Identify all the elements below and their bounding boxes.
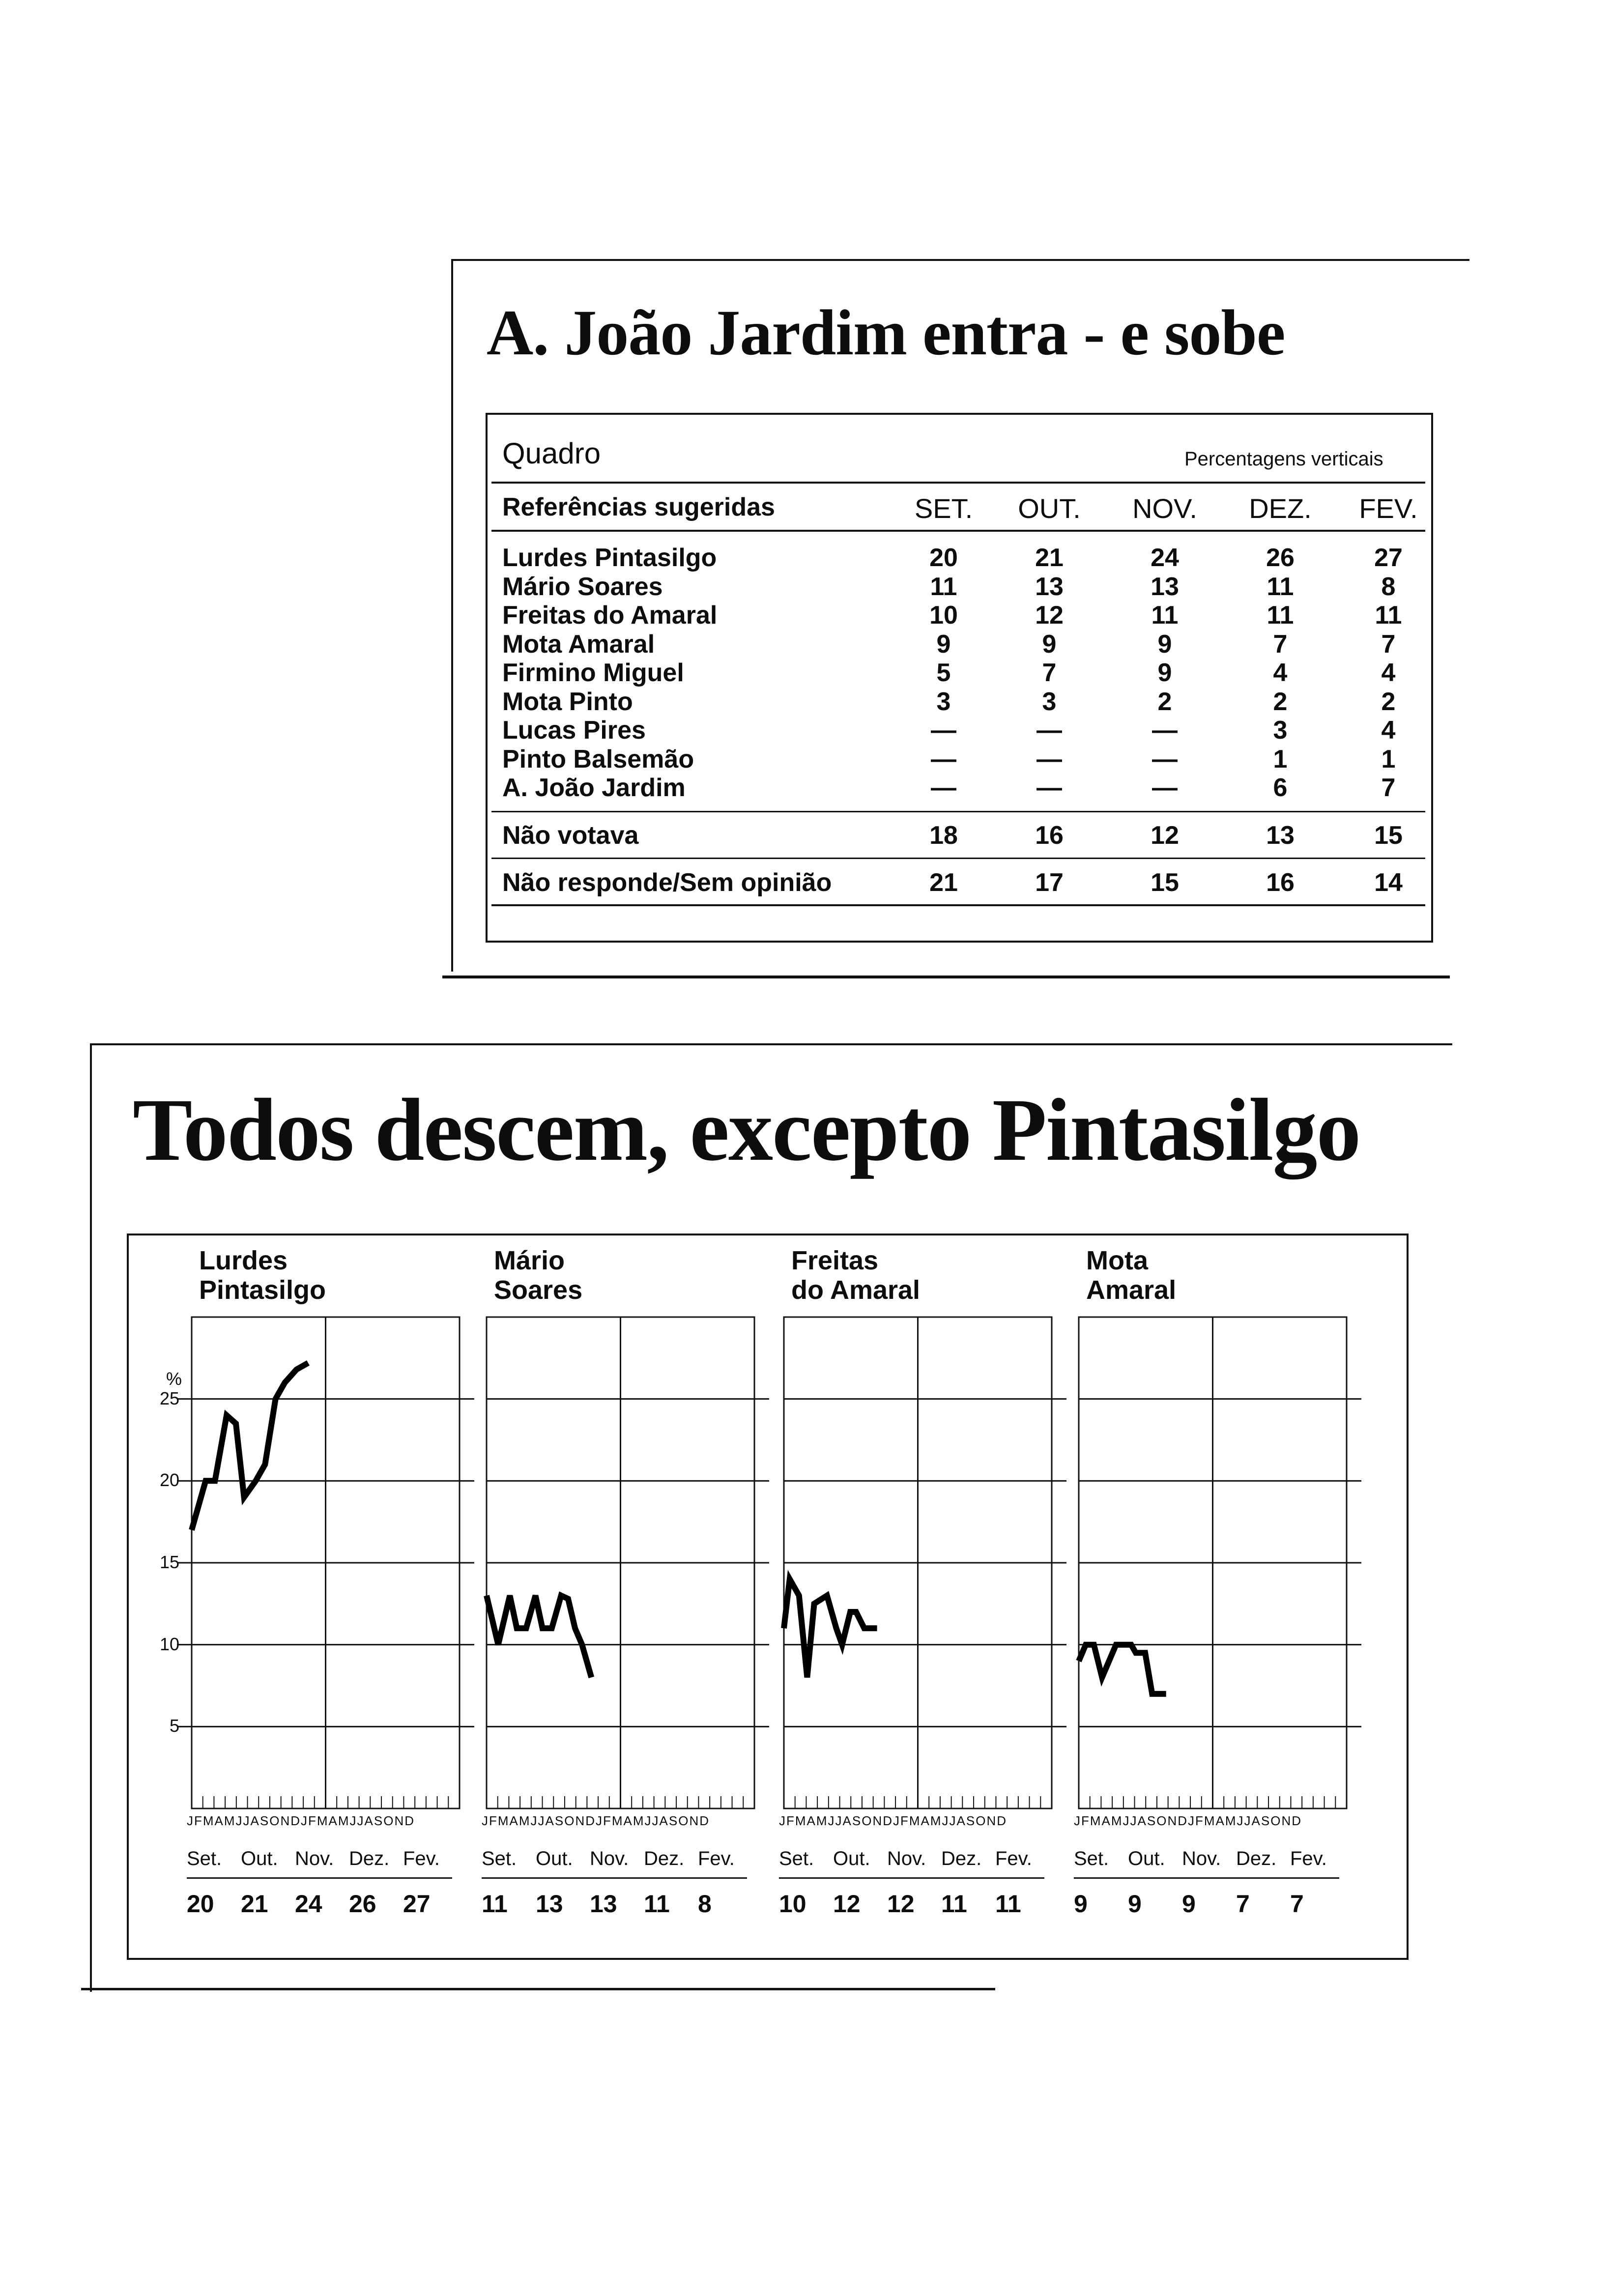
footer-row-value: 14 bbox=[1374, 868, 1403, 897]
chart-footer-labels bbox=[187, 1848, 457, 1870]
chart-title-line: Soares bbox=[494, 1275, 583, 1305]
row-value: — bbox=[1152, 745, 1178, 774]
charts-title: Todos descem, excepto Pintasilgo bbox=[133, 1081, 1360, 1179]
row-value: 1 bbox=[1381, 745, 1396, 774]
row-value: 20 bbox=[929, 544, 958, 572]
footer-row-value: 16 bbox=[1035, 821, 1064, 850]
footer-month-label: Out. bbox=[536, 1848, 573, 1869]
row-value: 3 bbox=[1042, 687, 1057, 716]
row-value: — bbox=[1036, 745, 1062, 774]
row-value: 10 bbox=[929, 601, 958, 630]
footer-month-label: Set. bbox=[187, 1848, 222, 1869]
chart-footer-values bbox=[1074, 1890, 1344, 1918]
footer-value: 11 bbox=[644, 1890, 670, 1918]
footer-row-value: 18 bbox=[929, 821, 958, 850]
top-rule bbox=[452, 259, 1469, 261]
row-value: — bbox=[931, 745, 956, 774]
y-tick-label: 25 bbox=[159, 1388, 179, 1408]
row-value: 6 bbox=[1273, 774, 1288, 802]
chart-footer-values bbox=[187, 1890, 457, 1918]
table-box-title: Quadro bbox=[502, 437, 601, 470]
footer-value: 9 bbox=[1074, 1890, 1088, 1918]
footer-row-value: 15 bbox=[1151, 868, 1179, 897]
footer-row-value: 21 bbox=[929, 868, 958, 897]
left-rule bbox=[451, 259, 453, 972]
footer-row-name: Não responde/Sem opinião bbox=[502, 868, 832, 897]
footer-row-value: 15 bbox=[1374, 821, 1403, 850]
footer-month-label: Set. bbox=[1074, 1848, 1109, 1869]
bottom-rule bbox=[442, 976, 1450, 978]
header-month: SET. bbox=[914, 493, 973, 524]
chart-footer-values bbox=[779, 1890, 1049, 1918]
row-value: 9 bbox=[1042, 630, 1057, 659]
chart-title-line: Freitas bbox=[791, 1246, 879, 1275]
row-value: 13 bbox=[1035, 572, 1064, 601]
footer-month-label: Out. bbox=[1128, 1848, 1165, 1869]
month-axis-labels: JFMAMJJASONDJFMAMJJASOND bbox=[187, 1813, 415, 1828]
row-name: Lucas Pires bbox=[502, 716, 646, 745]
row-name: Mota Amaral bbox=[502, 630, 655, 659]
footer-row-value: 12 bbox=[1151, 821, 1179, 850]
chart-plot bbox=[769, 1312, 1066, 1833]
y-tick-label: 20 bbox=[159, 1470, 179, 1491]
footer-value: 24 bbox=[295, 1890, 322, 1918]
row-name: Lurdes Pintasilgo bbox=[502, 544, 717, 572]
row-value: 11 bbox=[1267, 601, 1294, 630]
footer-month-label: Dez. bbox=[941, 1848, 982, 1869]
row-value: 2 bbox=[1273, 687, 1288, 716]
header-label: Referências sugeridas bbox=[502, 493, 775, 521]
row-value: 7 bbox=[1042, 659, 1057, 687]
chart-title bbox=[494, 1246, 582, 1305]
row-value: — bbox=[1036, 774, 1062, 802]
footer-row-name: Não votava bbox=[502, 821, 639, 850]
footer-value: 20 bbox=[187, 1890, 214, 1918]
footer-value: 11 bbox=[995, 1890, 1021, 1918]
month-axis-labels: JFMAMJJASONDJFMAMJJASOND bbox=[482, 1813, 710, 1828]
footer-row-value: 17 bbox=[1035, 868, 1064, 897]
row-name: Pinto Balsemão bbox=[502, 745, 694, 774]
y-tick-label: 15 bbox=[159, 1552, 179, 1572]
row-name: Freitas do Amaral bbox=[502, 601, 718, 630]
footer-value: 9 bbox=[1128, 1890, 1142, 1918]
series-line bbox=[192, 1363, 308, 1530]
month-axis-labels: JFMAMJJASONDJFMAMJJASOND bbox=[1074, 1813, 1302, 1828]
row-value: 11 bbox=[1151, 601, 1179, 630]
series-line bbox=[1079, 1645, 1166, 1694]
chart-footer-labels bbox=[482, 1848, 752, 1870]
footer-value: 27 bbox=[403, 1890, 431, 1918]
footer-month-label: Nov. bbox=[1182, 1848, 1221, 1869]
footer-value: 13 bbox=[590, 1890, 617, 1918]
row-value: 4 bbox=[1273, 659, 1288, 687]
footer-rule-2 bbox=[491, 904, 1425, 906]
row-value: — bbox=[1152, 716, 1178, 745]
footer-month-label: Fev. bbox=[995, 1848, 1032, 1869]
footer-value: 7 bbox=[1290, 1890, 1304, 1918]
row-value: 9 bbox=[1157, 659, 1172, 687]
footer-month-label: Dez. bbox=[349, 1848, 390, 1869]
article-title: A. João Jardim entra - e sobe bbox=[487, 296, 1285, 369]
row-value: — bbox=[1036, 716, 1062, 745]
header-month: OUT. bbox=[1018, 493, 1081, 524]
row-value: — bbox=[931, 716, 956, 745]
row-value: 5 bbox=[936, 659, 951, 687]
footer-month-label: Nov. bbox=[590, 1848, 629, 1869]
row-value: 13 bbox=[1151, 572, 1179, 601]
footer-row-value: 16 bbox=[1266, 868, 1295, 897]
series-line bbox=[784, 1579, 877, 1677]
footer-month-label: Out. bbox=[241, 1848, 278, 1869]
footer-value: 12 bbox=[833, 1890, 861, 1918]
row-value: 4 bbox=[1381, 716, 1396, 745]
footer-value: 12 bbox=[887, 1890, 915, 1918]
table-note: Percentagens verticais bbox=[1184, 448, 1383, 470]
footer-value: 13 bbox=[536, 1890, 563, 1918]
row-value: 7 bbox=[1381, 630, 1396, 659]
header-rule-top bbox=[491, 482, 1425, 484]
chart-title-line: Lurdes bbox=[199, 1246, 288, 1275]
footer-value: 11 bbox=[941, 1890, 967, 1918]
series-line bbox=[487, 1596, 591, 1678]
row-value: 3 bbox=[1273, 716, 1288, 745]
footer-underline bbox=[187, 1877, 452, 1879]
footer-rule-1 bbox=[491, 858, 1425, 859]
row-value: 2 bbox=[1157, 687, 1172, 716]
footer-value: 21 bbox=[241, 1890, 268, 1918]
row-value: 24 bbox=[1151, 544, 1179, 572]
row-value: 9 bbox=[936, 630, 951, 659]
header-rule-bottom bbox=[491, 530, 1425, 532]
row-value: — bbox=[931, 774, 956, 802]
header-month: FEV. bbox=[1359, 493, 1418, 524]
row-value: 2 bbox=[1381, 687, 1396, 716]
footer-month-label: Nov. bbox=[295, 1848, 334, 1869]
footer-month-label: Set. bbox=[779, 1848, 814, 1869]
chart-title-line: Mário bbox=[494, 1246, 565, 1275]
footer-underline bbox=[779, 1877, 1044, 1879]
row-value: 21 bbox=[1035, 544, 1064, 572]
footer-month-label: Fev. bbox=[698, 1848, 735, 1869]
chart-title-line: Amaral bbox=[1086, 1275, 1177, 1305]
row-name: A. João Jardim bbox=[502, 774, 686, 802]
chart-footer-labels bbox=[779, 1848, 1049, 1870]
y-unit-label: % bbox=[166, 1369, 182, 1389]
row-value: 4 bbox=[1381, 659, 1396, 687]
y-tick-label: 5 bbox=[169, 1716, 179, 1736]
row-value: 1 bbox=[1273, 745, 1288, 774]
y-tick-label: 10 bbox=[159, 1634, 179, 1654]
chart-footer-values bbox=[482, 1890, 752, 1918]
chart-plot bbox=[1064, 1312, 1361, 1833]
charts-bottom-rule bbox=[81, 1988, 995, 1990]
footer-value: 10 bbox=[779, 1890, 806, 1918]
footer-month-label: Out. bbox=[833, 1848, 870, 1869]
header-month: NOV. bbox=[1132, 493, 1197, 524]
charts-top-rule bbox=[91, 1043, 1452, 1045]
row-value: 11 bbox=[930, 572, 957, 601]
month-axis-labels: JFMAMJJASONDJFMAMJJASOND bbox=[779, 1813, 1007, 1828]
chart-title-line: do Amaral bbox=[791, 1275, 921, 1305]
row-name: Mário Soares bbox=[502, 572, 663, 601]
footer-row-value: 13 bbox=[1266, 821, 1295, 850]
row-name: Mota Pinto bbox=[502, 687, 633, 716]
row-name: Firmino Miguel bbox=[502, 659, 684, 687]
header-month: DEZ. bbox=[1249, 493, 1312, 524]
footer-month-label: Dez. bbox=[1236, 1848, 1277, 1869]
row-value: 27 bbox=[1374, 544, 1403, 572]
row-value: 9 bbox=[1157, 630, 1172, 659]
footer-underline bbox=[482, 1877, 747, 1879]
row-value: 7 bbox=[1381, 774, 1396, 802]
chart-plot bbox=[472, 1312, 769, 1833]
footer-underline bbox=[1074, 1877, 1339, 1879]
row-value: 3 bbox=[936, 687, 951, 716]
footer-month-label: Set. bbox=[482, 1848, 517, 1869]
chart-title-line: Pintasilgo bbox=[199, 1275, 326, 1305]
footer-value: 8 bbox=[698, 1890, 712, 1918]
row-value: 11 bbox=[1375, 601, 1402, 630]
chart-title-line: Mota bbox=[1086, 1246, 1148, 1275]
footer-value: 26 bbox=[349, 1890, 376, 1918]
chart-title bbox=[1086, 1246, 1176, 1305]
chart-footer-labels bbox=[1074, 1848, 1344, 1870]
row-value: 26 bbox=[1266, 544, 1295, 572]
row-value: 7 bbox=[1273, 630, 1288, 659]
footer-month-label: Fev. bbox=[1290, 1848, 1327, 1869]
row-value: 12 bbox=[1035, 601, 1064, 630]
body-rule bbox=[491, 811, 1425, 812]
footer-month-label: Fev. bbox=[403, 1848, 440, 1869]
chart-title bbox=[199, 1246, 326, 1305]
charts-left-rule bbox=[90, 1043, 92, 1992]
footer-value: 7 bbox=[1236, 1890, 1250, 1918]
footer-month-label: Dez. bbox=[644, 1848, 685, 1869]
footer-month-label: Nov. bbox=[887, 1848, 926, 1869]
footer-value: 11 bbox=[482, 1890, 508, 1918]
row-value: — bbox=[1152, 774, 1178, 802]
row-value: 8 bbox=[1381, 572, 1396, 601]
footer-value: 9 bbox=[1182, 1890, 1196, 1918]
chart-plot bbox=[177, 1312, 474, 1833]
chart-title bbox=[791, 1246, 920, 1305]
row-value: 11 bbox=[1267, 572, 1294, 601]
